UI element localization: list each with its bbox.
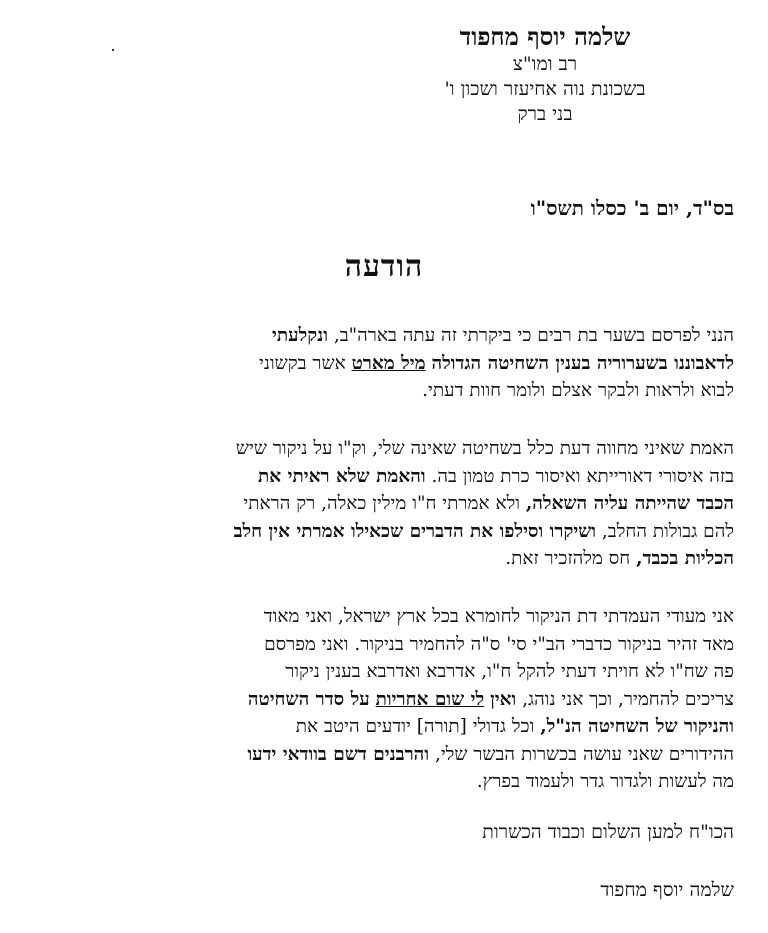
signature: שלמה יוסף מחפוד	[600, 879, 734, 901]
text-run: בזה איסורי דאורייתא ואיסור כרת טמון בה.	[431, 465, 734, 487]
text-run-bold: הכבד שהייתה עליה השאלה,	[525, 493, 734, 514]
paragraph-line	[34, 713, 734, 741]
text-run-bold: הכליות בכבד,	[636, 548, 734, 569]
text-run-bold: ונקלעתי	[272, 325, 328, 346]
text-run-underlined: מיל מארט	[351, 352, 426, 374]
paragraph-line: לבוא ולראות ולבקר אצלם ולומר חוות דעתי.	[422, 380, 734, 401]
paragraph-line	[34, 350, 734, 378]
paragraph-3	[34, 603, 734, 796]
text-run-bold: לדאבוננו בשערוריה בענין השחיטה הגדולה	[431, 352, 734, 374]
letterhead-address: בשכונת נוה אחיעזר ושכון ו'	[444, 78, 646, 100]
paragraph-2	[34, 435, 734, 573]
paragraph-1	[34, 322, 734, 405]
text-run: וכל גדולי [תורה] יודעים היטב את	[295, 716, 535, 737]
text-run: צריכים להחמיר, וכך אני נוהג,	[522, 688, 734, 710]
paragraph-line	[34, 686, 734, 714]
text-run-bold: והאמת שלא ראיתי את	[258, 465, 426, 487]
letterhead-title: רב ומו"צ	[512, 53, 578, 75]
closing-line: הכו"ח למען השלום וכבוד הכשרות	[482, 821, 734, 843]
paragraph-line	[34, 741, 734, 769]
text-run-bold: והניקור של השחיטה הנ"ל,	[540, 716, 734, 737]
paragraph-line	[34, 322, 734, 350]
document-date: בס"ד, יום ב' כסלו תשס"ו	[530, 196, 734, 220]
text-run-underlined: לי שום אחריות	[375, 688, 485, 710]
text-run: ההידורים שאני עושה בכשרות הבשר שלי,	[434, 743, 734, 765]
text-run: להם גבולות החלב,	[601, 520, 734, 542]
text-run: הנני לפרסם בשער בת רבים כי ביקרתי זה עתה בארה"ב,	[333, 325, 734, 346]
text-run-bold: על סדר השחיטה	[247, 688, 370, 710]
paragraph-line: מאד זהיר בניקור כדברי הב"י סי' ס"ה להחמיר בניקור. ואני מפרסם	[264, 633, 734, 655]
paragraph-line	[34, 463, 734, 491]
text-run-bold: ושיקרו וסילפו את הדברים שכאילו אמרתי אין חלב	[233, 520, 597, 542]
letterhead	[380, 22, 710, 127]
text-run: אשר בקשוני	[259, 352, 346, 374]
paragraph-line: פה שח"ו לא חויתי דעתי להקל ח"ו, אדרבא ואדרבא בענין ניקור	[285, 661, 734, 682]
document-title: הודעה	[344, 249, 424, 284]
scan-speck	[112, 49, 114, 51]
text-run: חס מלהזכיר זאת.	[505, 548, 631, 569]
text-run: ולא אמרתי ח"ו מילין כאלה, רק הראתי	[243, 493, 520, 514]
text-run-bold: והרבנים דשם בוודאי ידעו	[247, 743, 430, 765]
paragraph-line	[34, 545, 734, 573]
paragraph-line: מה לעשות ולגדור גדר ולעמוד בפרץ.	[476, 771, 734, 792]
paragraph-line: אני מעודי העמדתי דת הניקור לחומרא בכל ארץ ישראל, ואני מאוד	[263, 606, 734, 627]
paragraph-line	[34, 518, 734, 546]
text-run-bold: ואין	[490, 688, 517, 710]
letterhead-name: שלמה יוסף מחפוד	[459, 22, 631, 51]
letterhead-city: בני ברק	[517, 103, 573, 125]
paragraph-line	[34, 490, 734, 518]
paragraph-line: האמת שאיני מחווה דעת כלל בשחיטה שאינה שלי, וק"ו על ניקור שיש	[235, 438, 734, 459]
